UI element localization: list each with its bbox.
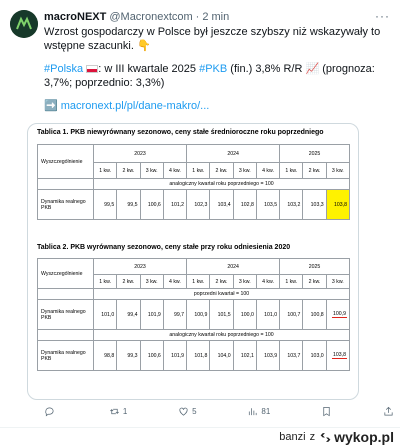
table2-note1: poprzedni kwartał = 100 <box>94 289 350 300</box>
tweet-time[interactable]: 2 min <box>202 11 230 23</box>
tweet-line-2-mid: : w III kwartale 2025 <box>98 63 197 75</box>
avatar-logo-icon <box>10 10 38 38</box>
table2-year: 2025 <box>280 259 350 275</box>
table1-note: analogiczny kwartał roku poprzedniego = 100 <box>94 179 350 190</box>
tweet-header <box>44 9 390 25</box>
t2-q-cell: 4 kw. <box>256 275 279 289</box>
t2-v2-cell <box>326 341 349 371</box>
table1 <box>37 144 350 220</box>
t2-v1-cell: 101,5 <box>210 300 233 330</box>
t2-q-cell: 3 kw. <box>140 275 163 289</box>
table1-year: 2024 <box>187 145 280 163</box>
table2-row-header: Wyszczególnienie <box>38 259 94 289</box>
bookmark-icon <box>321 406 332 417</box>
t2-q-cell: 1 kw. <box>280 275 303 289</box>
t2-v2-cell: 101,9 <box>163 341 186 371</box>
hashtag-polska[interactable]: #Polska <box>44 63 84 75</box>
t2-q-cell: 1 kw. <box>187 275 210 289</box>
reply-icon <box>44 406 55 417</box>
t2-q-cell: 1 kw. <box>94 275 117 289</box>
t2-v1-cell: 99,4 <box>117 300 140 330</box>
t2-v1-cell: 101,0 <box>94 300 117 330</box>
t2-v2-cell: 100,6 <box>140 341 163 371</box>
arrow-right-icon: ➡️ <box>44 100 58 112</box>
t2-q-cell: 2 kw. <box>303 275 326 289</box>
like-count: 5 <box>192 406 197 416</box>
watermark <box>279 429 394 445</box>
tweet-text <box>44 25 384 122</box>
t1-v-cell: 103,2 <box>280 190 303 220</box>
t2-v1-cell: 100,0 <box>233 300 256 330</box>
t2-q-cell: 2 kw. <box>210 275 233 289</box>
views-button[interactable] <box>247 406 270 417</box>
red-underline-mark: 103,8 <box>333 352 346 358</box>
heart-icon <box>178 406 189 417</box>
t1-q-cell: 3 kw. <box>140 163 163 179</box>
table1-title: Tablica 1. PKB niewyrównany sezonowo, ceny stałe średnioroczne roku poprzedniego <box>37 129 324 136</box>
t2-v1-cell: 100,9 <box>187 300 210 330</box>
table2-note2: analogiczny kwartał roku poprzedniego = 100 <box>94 330 350 341</box>
t1-v-cell: 103,4 <box>210 190 233 220</box>
point-down-icon: 👇 <box>136 40 151 52</box>
t2-q-cell: 3 kw. <box>326 275 349 289</box>
t1-q-cell: 4 kw. <box>163 163 186 179</box>
t1-v-cell: 103,3 <box>303 190 326 220</box>
share-icon <box>383 406 394 417</box>
t1-q-cell: 1 kw. <box>187 163 210 179</box>
t2-v2-cell: 102,1 <box>233 341 256 371</box>
avatar[interactable] <box>10 10 38 38</box>
watermark-site: wykop.pl <box>334 429 394 445</box>
table2-title: Tablica 2. PKB wyrównany sezonowo, ceny stałe przy roku odniesienia 2020 <box>37 244 291 251</box>
t2-v1-cell: 100,8 <box>303 300 326 330</box>
t2-v1-cell <box>326 300 349 330</box>
chart-up-icon: 📈 <box>305 63 320 75</box>
more-icon[interactable]: ··· <box>375 9 390 23</box>
tweet-paragraph-1 <box>44 25 384 53</box>
tweet-paragraph-2 <box>44 62 384 90</box>
t1-q-cell: 3 kw. <box>326 163 349 179</box>
t2-v2-cell: 103,9 <box>256 341 279 371</box>
t1-q-cell: 2 kw. <box>210 163 233 179</box>
t2-v2-cell: 99,3 <box>117 341 140 371</box>
t2-v1-cell: 100,7 <box>280 300 303 330</box>
repost-count: 1 <box>122 406 128 416</box>
t2-v2-cell: 103,0 <box>303 341 326 371</box>
table2-empty-cell <box>38 289 94 300</box>
author-handle[interactable]: @Macronextcom <box>109 11 193 23</box>
t1-q-cell: 4 kw. <box>256 163 279 179</box>
watermark-user: banzi <box>279 431 306 443</box>
t2-v1-cell: 99,7 <box>163 300 186 330</box>
red-underline-mark: 100,9 <box>333 311 346 317</box>
tweet-image[interactable] <box>27 123 359 400</box>
reply-button[interactable] <box>44 406 58 417</box>
tweet-paragraph-3 <box>44 99 384 113</box>
repost-button[interactable] <box>109 406 127 417</box>
t1-q-cell: 1 kw. <box>280 163 303 179</box>
repost-icon <box>109 406 120 417</box>
table1-empty-cell <box>38 179 94 190</box>
article-link[interactable]: macronext.pl/pl/dane-makro/... <box>60 100 210 112</box>
t2-v1-cell: 101,0 <box>256 300 279 330</box>
tweet-line-2-end: (fin.) 3,8% R/R <box>230 63 303 75</box>
bookmark-button[interactable] <box>321 406 332 417</box>
table2-year: 2024 <box>187 259 280 275</box>
table2-year: 2023 <box>94 259 187 275</box>
t1-v-cell: 101,2 <box>163 190 186 220</box>
t2-q-cell: 2 kw. <box>117 275 140 289</box>
table2 <box>37 258 350 371</box>
hashtag-pkb[interactable]: #PKB <box>199 63 228 75</box>
table1-year: 2023 <box>94 145 187 163</box>
t1-v-cell: 103,8 <box>326 190 349 220</box>
t2-v2-cell: 104,0 <box>210 341 233 371</box>
t2-q-cell: 4 kw. <box>163 275 186 289</box>
table2-row1-label: Dynamika realnego PKB <box>38 300 94 330</box>
t1-v-cell: 99,5 <box>94 190 117 220</box>
t2-v2-cell: 103,7 <box>280 341 303 371</box>
t1-v-cell: 100,6 <box>140 190 163 220</box>
wykop-logo <box>319 429 394 445</box>
table1-year: 2025 <box>280 145 350 163</box>
tweet-line-1: Wzrost gospodarczy w Polsce był jeszcze szybszy niż wskazywały to wstępne szacunki. <box>44 26 381 52</box>
wykop-logo-icon <box>319 431 332 444</box>
t1-v-cell: 103,5 <box>256 190 279 220</box>
t2-v1-cell: 101,9 <box>140 300 163 330</box>
table2-row2-label: Dynamika realnego PKB <box>38 341 94 371</box>
table1-row-label: Dynamika realnego PKB <box>38 190 94 220</box>
separator: · <box>195 11 200 23</box>
t1-v-cell: 102,8 <box>233 190 256 220</box>
t2-v2-cell: 101,8 <box>187 341 210 371</box>
t1-v-cell: 99,5 <box>117 190 140 220</box>
watermark-sep: z <box>309 431 316 443</box>
like-button[interactable] <box>178 406 196 417</box>
author-name[interactable]: macroNEXT <box>44 11 107 23</box>
t1-q-cell: 3 kw. <box>233 163 256 179</box>
t1-q-cell: 1 kw. <box>94 163 117 179</box>
t2-q-cell: 3 kw. <box>233 275 256 289</box>
table2-empty-cell <box>38 330 94 341</box>
tweet-line-2-tail: (prognoza: 3,7%; poprzednio: 3,3%) <box>44 63 375 89</box>
tweet-actions <box>44 404 394 418</box>
t1-v-cell: 102,3 <box>187 190 210 220</box>
t1-q-cell: 2 kw. <box>303 163 326 179</box>
views-count: 81 <box>261 406 271 416</box>
t2-v2-cell: 98,8 <box>94 341 117 371</box>
share-button[interactable] <box>383 406 394 417</box>
poland-flag-icon <box>86 65 98 73</box>
views-chart-icon <box>247 406 258 417</box>
t1-q-cell: 2 kw. <box>117 163 140 179</box>
table1-row-header: Wyszczególnienie <box>38 145 94 179</box>
